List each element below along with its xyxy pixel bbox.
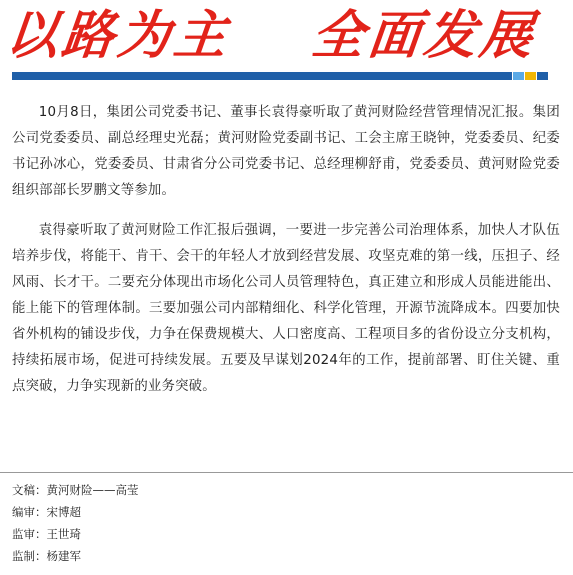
credit-editor: 编审：宋博超 [12,505,81,519]
header-rule-accents [512,72,548,80]
slogan-right: 全面发展 [308,5,540,66]
credit-supervisor: 监制：杨建军 [12,549,81,563]
accent-block-yellow [525,72,536,80]
paragraph-1: 10月8日，集团公司党委书记、董事长袁得豪听取了黄河财险经营管理情况汇报。集团公司党委委员、副总经理史光磊；黄河财险党委副书记、工会主席王晓钟，党委委员、纪委书记孙冰心，党委委员、甘肃省分公司党委书记、总经理柳舒甫，党委委员、黄河财险党委组织部部长罗鹏文等参加。 [12,105,560,198]
accent-block-light-blue [513,72,524,80]
credit-reviewer: 监审：王世琦 [12,527,81,541]
paragraph-2: 袁得豪听取了黄河财险工作汇报后强调，一要进一步完善公司治理体系，加快人才队伍培养步伐，将能干、肯干、会干的年轻人才放到经营发展、攻坚克难的第一线，压担子、经风雨、长才干。二要充分体现出市场化公司人员管理特色，真正建立和形成人员能进能出、能上能下的管理体制。三要加强公司内部精细化、科学化管理，开源节流降成本。四要加快省外机构的铺设步伐，力争在保费规模大、人口密度高、工程项目多的省份设立分支机构，持续拓展市场，促进可持续发展。五要及早谋划2024年的工作，提前部署、盯住关键、重点突破，力争实现新的业务突破。 [12,223,560,394]
credit-writer: 文稿：黄河财险——高莹 [12,483,139,497]
header-banner [0,0,573,84]
header-rule [12,72,512,80]
accent-block-blue [537,72,548,80]
slogan-left: 以路为主 [2,5,234,66]
article-body [12,100,560,414]
credits [12,479,552,567]
credits-divider [0,472,573,473]
